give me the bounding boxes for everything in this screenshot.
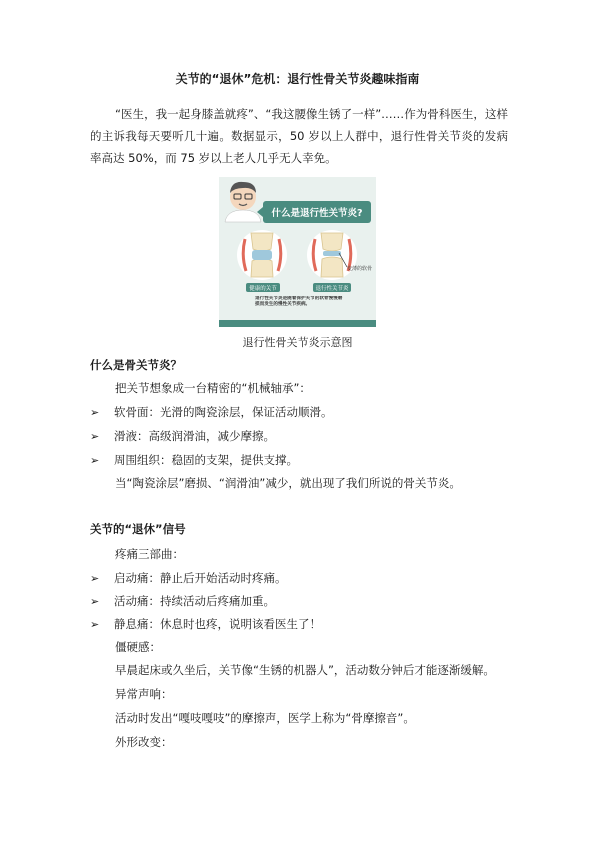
figure-caption: 退行性骨关节炎示意图 xyxy=(242,336,353,349)
document-title: 关节的“退休”危机：退行性骨关节炎趣味指南 xyxy=(175,72,420,86)
arrow-bullet-icon: ➢ xyxy=(90,572,100,585)
list-item xyxy=(90,593,275,609)
list-item-text: 活动痛：持续活动后疼痛加重。 xyxy=(114,594,275,608)
list-item xyxy=(90,428,275,444)
list-item-text: 周围组织：稳固的支架，提供支撑。 xyxy=(114,453,298,467)
sound-text: 活动时发出“嘎吱嘎吱”的摩擦声，医学上称为“骨摩擦音”。 xyxy=(115,711,415,725)
arrow-bullet-icon: ➢ xyxy=(90,618,100,631)
list-item-text: 滑液：高级润滑油，减少摩擦。 xyxy=(114,429,275,443)
section1-heading: 什么是骨关节炎？ xyxy=(90,358,182,372)
list-item-text: 静息痛：休息时也疼，说明该看医生了！ xyxy=(114,617,321,631)
illustration-svg xyxy=(219,177,376,327)
list-item-text: 启动痛：静止后开始活动时疼痛。 xyxy=(114,571,287,585)
stiffness-text: 早晨起床或久坐后，关节像“生锈的机器人”，活动数分钟后才能逐渐缓解。 xyxy=(115,663,495,677)
shape-change-title: 外形改变： xyxy=(115,735,173,749)
pain-title: 疼痛三部曲： xyxy=(115,547,184,561)
arrow-bullet-icon: ➢ xyxy=(90,595,100,608)
section1-lead: 把关节想象成一台精密的“机械轴承”： xyxy=(115,381,311,395)
healthy-joint-icon xyxy=(237,230,287,280)
arrow-bullet-icon: ➢ xyxy=(90,430,100,443)
arrow-bullet-icon: ➢ xyxy=(90,454,100,467)
list-item xyxy=(90,616,321,632)
list-item xyxy=(90,570,287,586)
arthritic-joint-icon xyxy=(307,230,357,280)
arthritis-illustration xyxy=(219,177,376,327)
sound-title: 异常声响： xyxy=(115,687,173,701)
healthy-joint-label: 健康的关节 xyxy=(249,286,277,292)
arrow-bullet-icon: ➢ xyxy=(90,406,100,419)
intro-paragraph: “医生，我一起身膝盖就疼”、“我这腰像生锈了一样”……作为骨科医生，这样的主诉我每天要听几十遍。数据显示，50 岁以上人群中，退行性骨关节炎的发病率高达 50%，而 75 岁以上老人几乎无人幸免。 xyxy=(90,107,508,165)
list-item-text: 软骨面：光滑的陶瓷涂层，保证活动顺滑。 xyxy=(114,405,333,419)
arthritis-joint-label: 退行性关节炎 xyxy=(315,286,349,292)
cartilage-label: 变薄的软骨 xyxy=(347,266,373,272)
list-item xyxy=(90,404,333,420)
banner-text: 什么是退行性关节炎? xyxy=(271,208,363,219)
list-item xyxy=(90,452,298,468)
section1-summary: 当“陶瓷涂层”磨损、“润滑油”减少，就出现了我们所说的骨关节炎。 xyxy=(115,476,461,490)
section2-heading: 关节的“退休”信号 xyxy=(90,522,186,536)
illustration-footnote: 退行性关节炎是随着保护关节的软骨慢慢磨损而发生的慢性关节疾病。 xyxy=(255,296,343,307)
stiffness-title: 僵硬感： xyxy=(115,640,161,654)
